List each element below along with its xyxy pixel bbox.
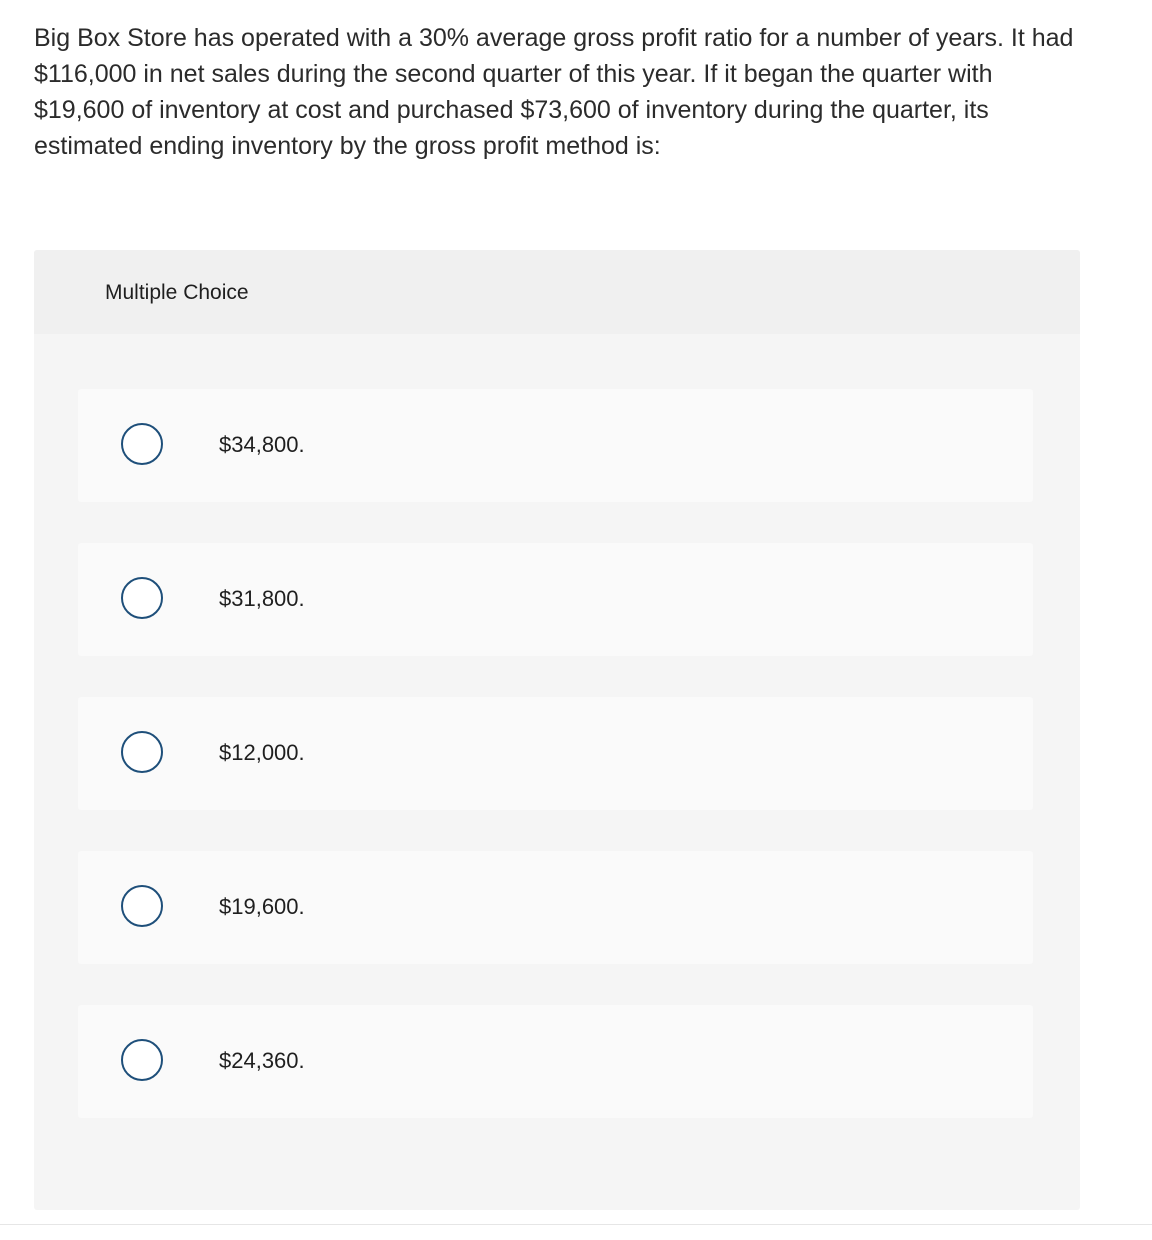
choice-label: $31,800.	[219, 586, 305, 611]
choice-list	[78, 389, 1033, 1159]
radio-button-icon[interactable]	[121, 423, 163, 465]
radio-button-icon[interactable]	[121, 1039, 163, 1081]
multiple-choice-label: Multiple Choice	[105, 281, 249, 304]
question-text: Big Box Store has operated with a 30% average gross profit ratio for a number of years. It had $116,000 in net sales during the second quarter of this year. If it began the quarter with $19,600 of inventory at cost and purchased $73,600 of inventory during the quarter, its estimated ending inventory by the gross profit method is:	[34, 24, 1074, 160]
radio-button-icon[interactable]	[121, 577, 163, 619]
radio-button-icon[interactable]	[121, 731, 163, 773]
choice-option-1[interactable]	[78, 389, 1033, 502]
bottom-divider	[0, 1224, 1152, 1225]
radio-button-icon[interactable]	[121, 885, 163, 927]
multiple-choice-header	[34, 250, 1080, 334]
choice-label: $12,000.	[219, 740, 305, 765]
choice-option-4[interactable]	[78, 851, 1033, 964]
choice-option-5[interactable]	[78, 1005, 1033, 1118]
choice-option-3[interactable]	[78, 697, 1033, 810]
choice-label: $24,360.	[219, 1048, 305, 1073]
choice-option-2[interactable]	[78, 543, 1033, 656]
choice-label: $34,800.	[219, 432, 305, 457]
choice-label: $19,600.	[219, 894, 305, 919]
multiple-choice-panel	[34, 250, 1080, 1210]
